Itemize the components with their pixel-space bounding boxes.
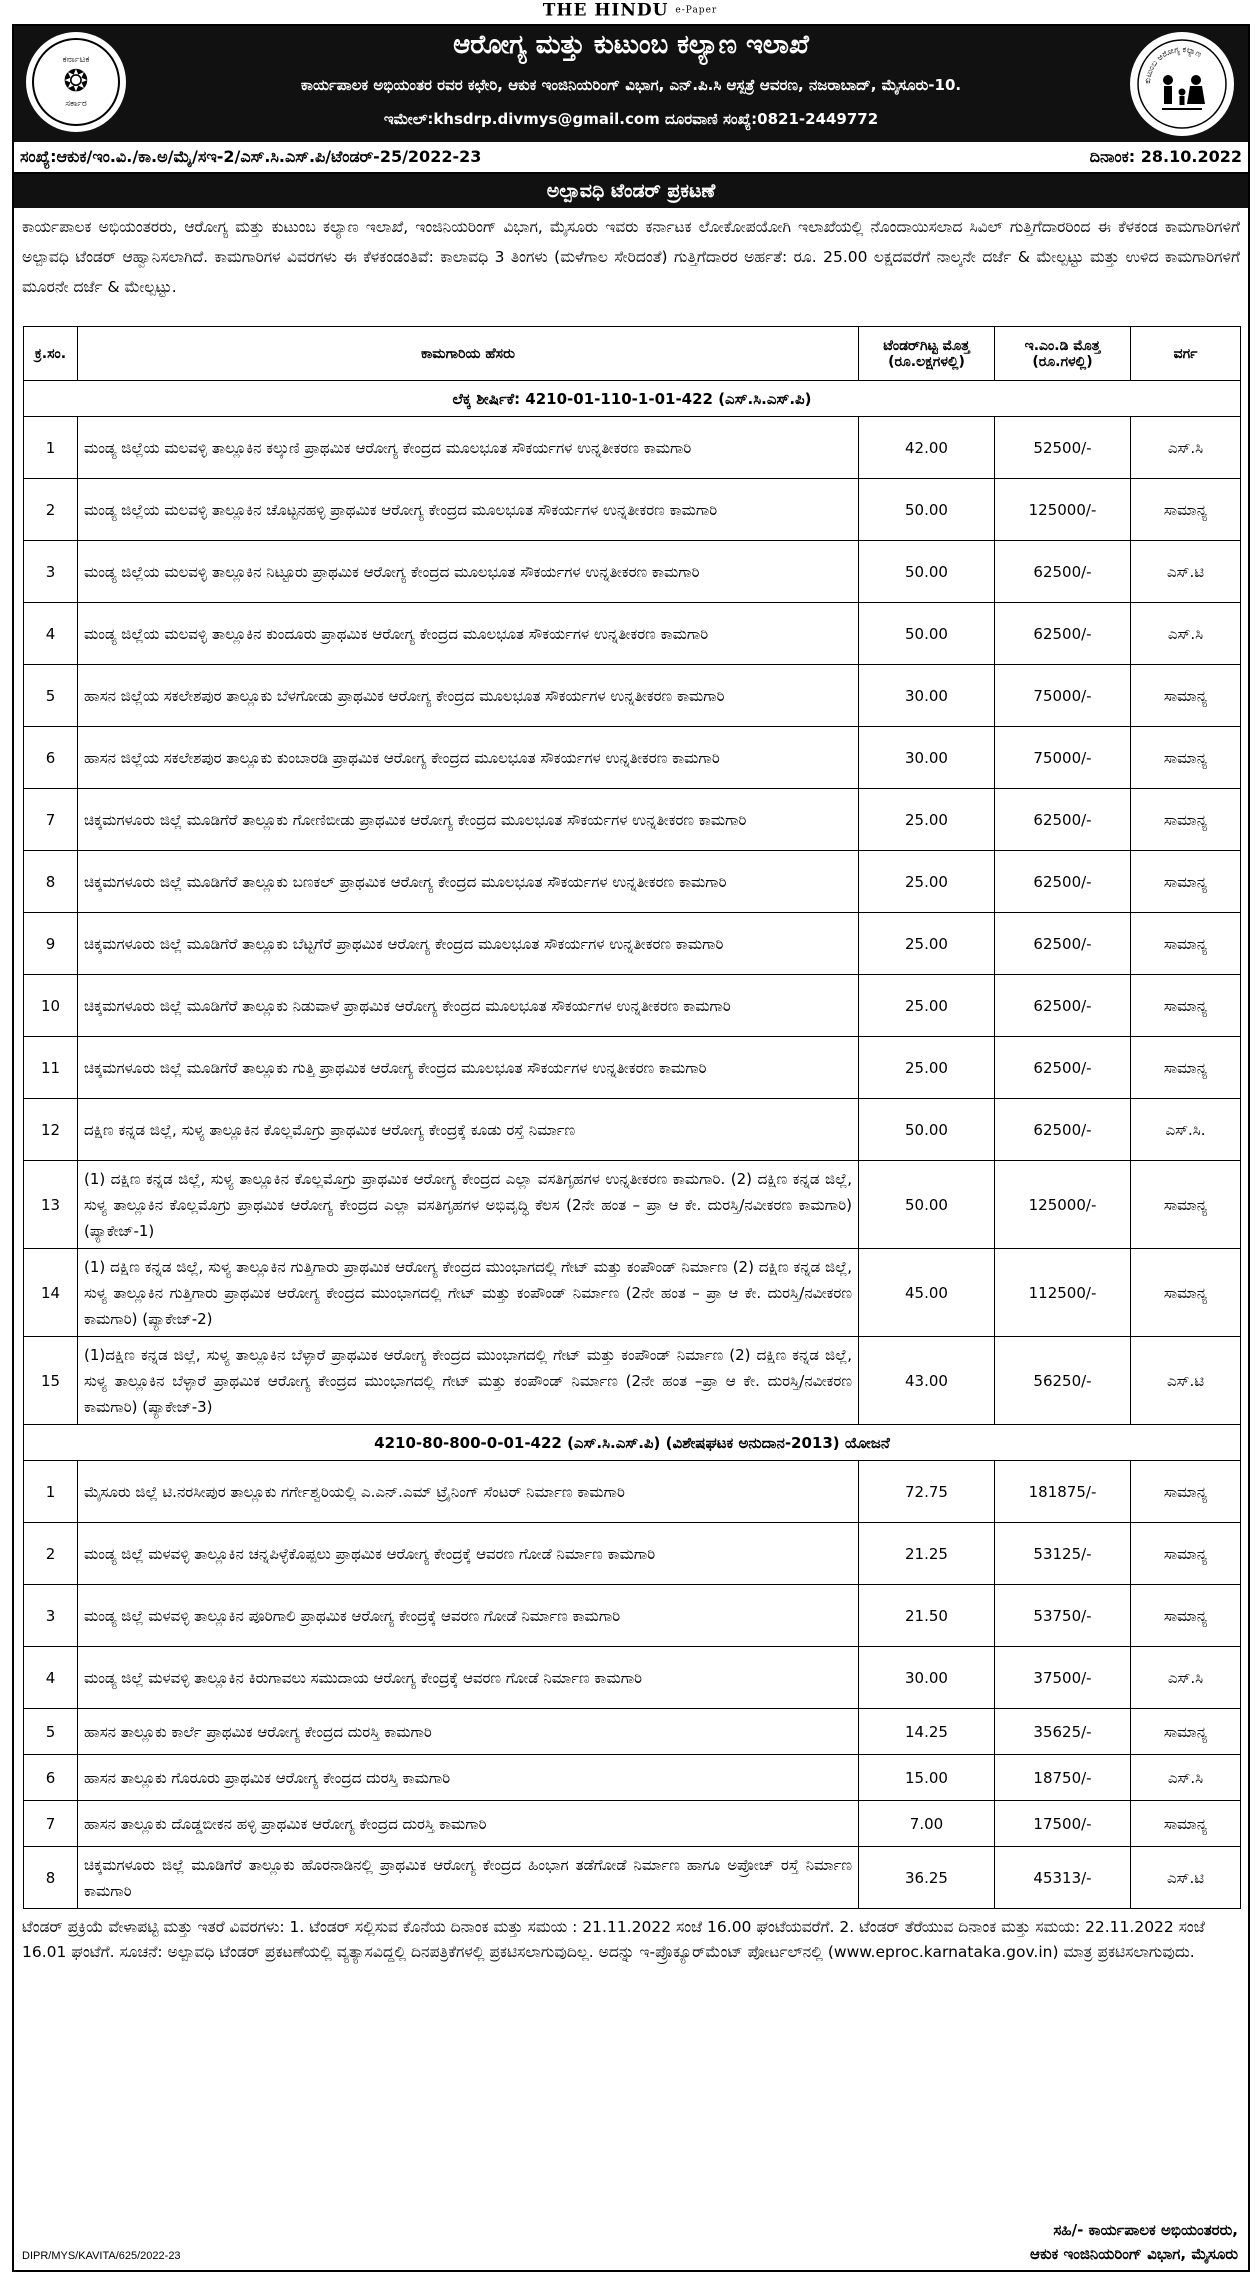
cell-work-name: ಚಿಕ್ಕಮಗಳೂರು ಜಿಲ್ಲೆ ಮೂಡಿಗೆರೆ ತಾಲ್ಲೂಕು ಬಣಕಲ್ ಪ್ರಾಥಮಿಕ ಆರೋಗ್ಯ ಕೇಂದ್ರದ ಮೂಲಭೂತ ಸೌಕರ್ಯಗಳ ಉನ್ನತೀಕರಣ ಕಾಮಗಾರಿ [78,851,859,913]
cell-category: ಸಾಮಾನ್ಯ [1131,851,1241,913]
table-row [24,1801,1241,1847]
cell-amount: 30.00 [859,665,995,727]
cell-work-name: ಮಂಡ್ಯ ಜಿಲ್ಲೆಯ ಮಲವಳ್ಳಿ ತಾಲ್ಲೂಕಿನ ಚೊಟ್ಟನಹಳ್ಳಿ ಪ್ರಾಥಮಿಕ ಆರೋಗ್ಯ ಕೇಂದ್ರದ ಮೂಲಭೂತ ಸೌಕರ್ಯಗಳ ಉನ್ನತೀಕರಣ ಕಾಮಗಾರಿ [78,479,859,541]
cell-sl: 4 [24,603,78,665]
cell-work-name: ಹಾಸನ ತಾಲ್ಲೂಕು ಗೊರೂರು ಪ್ರಾಥಮಿಕ ಆರೋಗ್ಯ ಕೇಂದ್ರದ ದುರಸ್ತಿ ಕಾಮಗಾರಿ [78,1755,859,1801]
cell-sl: 15 [24,1337,78,1425]
cell-category: ಸಾಮಾನ್ಯ [1131,1461,1241,1523]
reference-number: ಸಂಖ್ಯೆ:ಆಕುಕ/ಇಂ.ವಿ./ಕಾ.ಅ/ಮೈ/ಸಇ-2/ಎಸ್.ಸಿ.ಎಸ್.ಪಿ/ಟೆಂಡರ್-25/2022-23 [20,147,482,166]
cell-sl: 3 [24,1585,78,1647]
cell-category: ಸಾಮಾನ್ಯ [1131,727,1241,789]
cell-sl: 5 [24,665,78,727]
karnataka-seal-icon [26,32,126,132]
cell-category: ಎಸ್.ಸಿ. [1131,1099,1241,1161]
cell-sl: 7 [24,1801,78,1847]
table-row [24,1099,1241,1161]
col-sl-header: ಕ್ರ.ಸಂ. [24,327,78,381]
cell-category: ಸಾಮಾನ್ಯ [1131,913,1241,975]
cell-amount: 50.00 [859,603,995,665]
cell-sl: 14 [24,1249,78,1337]
cell-sl: 2 [24,479,78,541]
section-heading: ಲೆಕ್ಕ ಶೀರ್ಷಿಕೆ: 4210-01-110-1-01-422 (ಎಸ್.ಸಿ.ಎಸ್.ಪಿ) [24,381,1241,417]
table-row [24,603,1241,665]
cell-category: ಸಾಮಾನ್ಯ [1131,479,1241,541]
works-table [23,326,1241,1909]
masthead-name: THE HINDU [542,0,669,21]
cell-amount: 30.00 [859,1647,995,1709]
cell-amount: 25.00 [859,789,995,851]
cell-amount: 50.00 [859,1099,995,1161]
cell-work-name: ಮಂಡ್ಯ ಜಿಲ್ಲೆ ಮಳವಳ್ಳಿ ತಾಲ್ಲೂಕಿನ ಚನ್ನಪಿಳ್ಳೆಕೊಪ್ಪಲು ಪ್ರಾಥಮಿಕ ಆರೋಗ್ಯ ಕೇಂದ್ರಕ್ಕೆ ಆವರಣ ಗೋಡೆ ನಿರ್ಮಾಣ ಕಾಮಗಾರಿ [78,1523,859,1585]
cell-emd: 52500/- [995,417,1131,479]
table-row [24,1847,1241,1909]
cell-category: ಎಸ್.ಟಿ [1131,1847,1241,1909]
table-row [24,541,1241,603]
cell-category: ಸಾಮಾನ್ಯ [1131,1037,1241,1099]
cell-amount: 25.00 [859,975,995,1037]
table-row [24,1585,1241,1647]
cell-work-name: ಚಿಕ್ಕಮಗಳೂರು ಜಿಲ್ಲೆ ಮೂಡಿಗೆರೆ ತಾಲ್ಲೂಕು ನಿಡುವಾಳೆ ಪ್ರಾಥಮಿಕ ಆರೋಗ್ಯ ಕೇಂದ್ರದ ಮೂಲಭೂತ ಸೌಕರ್ಯಗಳ ಉನ್ನತೀಕರಣ ಕಾಮಗಾರಿ [78,975,859,1037]
cell-work-name: ಮಂಡ್ಯ ಜಿಲ್ಲೆಯ ಮಲವಳ್ಳಿ ತಾಲ್ಲೂಕಿನ ಕುಂದೂರು ಪ್ರಾಥಮಿಕ ಆರೋಗ್ಯ ಕೇಂದ್ರದ ಮೂಲಭೂತ ಸೌಕರ್ಯಗಳ ಉನ್ನತೀಕರಣ ಕಾಮಗಾರಿ [78,603,859,665]
cell-category: ಎಸ್.ಟಿ [1131,1337,1241,1425]
masthead-tag: e-Paper [675,5,718,16]
cell-sl: 7 [24,789,78,851]
cell-sl: 1 [24,1461,78,1523]
cell-amount: 50.00 [859,479,995,541]
seal-bottom-text: ಸರ್ಕಾರ [65,99,87,109]
cell-sl: 3 [24,541,78,603]
col-category-header: ವರ್ಗ [1131,327,1241,381]
cell-category: ಎಸ್.ಟಿ [1131,541,1241,603]
cell-emd: 62500/- [995,1099,1131,1161]
cell-emd: 62500/- [995,789,1131,851]
cell-emd: 45313/- [995,1847,1131,1909]
cell-amount: 50.00 [859,1161,995,1249]
cell-amount: 21.25 [859,1523,995,1585]
department-address: ಕಾರ್ಯಪಾಲಕ ಅಭಿಯಂತರ ರವರ ಕಛೇರಿ, ಆಕುಕ ಇಂಜಿನಿಯರಿಂಗ್ ವಿಭಾಗ, ಎನ್.ಪಿ.ಸಿ ಆಸ್ಪತ್ರೆ ಆವರಣ, ನಜರಾಬಾದ್, ಮೈಸೂರು-10. [300,76,962,94]
cell-amount: 25.00 [859,851,995,913]
cell-sl: 13 [24,1161,78,1249]
cell-sl: 9 [24,913,78,975]
section-heading-row [24,381,1241,417]
cell-category: ಸಾಮಾನ್ಯ [1131,1585,1241,1647]
cell-work-name: ಹಾಸನ ಜಿಲ್ಲೆಯ ಸಕಲೇಶಪುರ ತಾಲ್ಲೂಕು ಬೆಳಗೋಡು ಪ್ರಾಥಮಿಕ ಆರೋಗ್ಯ ಕೇಂದ್ರದ ಮೂಲಭೂತ ಸೌಕರ್ಯಗಳ ಉನ್ನತೀಕರಣ ಕಾಮಗಾರಿ [78,665,859,727]
cell-emd: 62500/- [995,975,1131,1037]
cell-amount: 43.00 [859,1337,995,1425]
cell-category: ಸಾಮಾನ್ಯ [1131,789,1241,851]
cell-work-name: ಚಿಕ್ಕಮಗಳೂರು ಜಿಲ್ಲೆ ಮೂಡಿಗೆರೆ ತಾಲ್ಲೂಕು ಬೆಟ್ಟಗೆರೆ ಪ್ರಾಥಮಿಕ ಆರೋಗ್ಯ ಕೇಂದ್ರದ ಮೂಲಭೂತ ಸೌಕರ್ಯಗಳ ಉನ್ನತೀಕರಣ ಕಾಮಗಾರಿ [78,913,859,975]
cell-category: ಸಾಮಾನ್ಯ [1131,1801,1241,1847]
table-row [24,1709,1241,1755]
cell-amount: 50.00 [859,541,995,603]
cell-amount: 25.00 [859,913,995,975]
newspaper-masthead [0,0,1260,22]
seal-top-text: ಕರ್ನಾಟಕ [62,55,90,65]
signature-line-1: ಸಹಿ/- ಕಾರ್ಯಪಾಲಕ ಅಭಿಯಂತರರು, [1053,2221,1238,2239]
cell-sl: 8 [24,851,78,913]
cell-category: ಸಾಮಾನ್ಯ [1131,975,1241,1037]
col-name-header: ಕಾಮಗಾರಿಯ ಹೆಸರು [78,327,859,381]
cell-emd: 56250/- [995,1337,1131,1425]
cell-amount: 36.25 [859,1847,995,1909]
cell-work-name: ಮಂಡ್ಯ ಜಿಲ್ಲೆಯ ಮಲವಳ್ಳಿ ತಾಲ್ಲೂಕಿನ ಕಲ್ಕುಣಿ ಪ್ರಾಥಮಿಕ ಆರೋಗ್ಯ ಕೇಂದ್ರದ ಮೂಲಭೂತ ಸೌಕರ್ಯಗಳ ಉನ್ನತೀಕರಣ ಕಾಮಗಾರಿ [78,417,859,479]
cell-work-name: ಹಾಸನ ತಾಲ್ಲೂಕು ಕಾರ್ಲೆ ಪ್ರಾಥಮಿಕ ಆರೋಗ್ಯ ಕೇಂದ್ರದ ದುರಸ್ತಿ ಕಾಮಗಾರಿ [78,1709,859,1755]
cell-category: ಸಾಮಾನ್ಯ [1131,1161,1241,1249]
cell-work-name: (1) ದಕ್ಷಿಣ ಕನ್ನಡ ಜಿಲ್ಲೆ, ಸುಳ್ಯ ತಾಲ್ಲೂಕಿನ ಗುತ್ತಿಗಾರು ಪ್ರಾಥಮಿಕ ಆರೋಗ್ಯ ಕೇಂದ್ರದ ಮುಂಭಾಗದಲ್ಲಿ ಗೇಟ್ ಮತ್ತು ಕಂಪೌಂಡ್ ನಿರ್ಮಾಣ (2) ದಕ್ಷಿಣ ಕನ್ನಡ ಜಿಲ್ಲೆ, ಸುಳ್ಯ ತಾಲ್ಲೂಕಿನ ಗುತ್ತಿಗಾರು ಪ್ರಾಥಮಿಕ ಆರೋಗ್ಯ ಕೇಂದ್ರದ ಮುಂಭಾಗದಲ್ಲಿ ಗೇಟ್ ಮತ್ತು ಕಂಪೌಂಡ್ ನಿರ್ಮಾಣ (2ನೇ ಹಂತ – ಪ್ರಾ ಆ ಕೇ. ದುರಸ್ತಿ/ನವೀಕರಣ ಕಾಮಗಾರಿ) (ಪ್ಯಾಕೇಜ್-2) [78,1249,859,1337]
cell-sl: 1 [24,417,78,479]
cell-emd: 17500/- [995,1801,1131,1847]
cell-amount: 30.00 [859,727,995,789]
cell-emd: 18750/- [995,1755,1131,1801]
cell-category: ಎಸ್.ಸಿ [1131,1647,1241,1709]
cell-category: ಸಾಮಾನ್ಯ [1131,1523,1241,1585]
cell-work-name: ಚಿಕ್ಕಮಗಳೂರು ಜಿಲ್ಲೆ ಮೂಡಿಗೆರೆ ತಾಲ್ಲೂಕು ಗುತ್ತಿ ಪ್ರಾಥಮಿಕ ಆರೋಗ್ಯ ಕೇಂದ್ರದ ಮೂಲಭೂತ ಸೌಕರ್ಯಗಳ ಉನ್ನತೀಕರಣ ಕಾಮಗಾರಿ [78,1037,859,1099]
cell-amount: 45.00 [859,1249,995,1337]
table-row [24,1755,1241,1801]
table-row [24,1337,1241,1425]
table-row [24,1037,1241,1099]
cell-sl: 10 [24,975,78,1037]
table-body [24,381,1241,1909]
table-row [24,1461,1241,1523]
cell-amount: 21.50 [859,1585,995,1647]
logo-arc-text: ಕುಟುಂಬ ಆರೋಗ್ಯ ಕಲ್ಯಾಣ [1142,44,1204,85]
cell-work-name: ಮಂಡ್ಯ ಜಿಲ್ಲೆ ಮಳವಳ್ಳಿ ತಾಲ್ಲೂಕಿನ ಪೂರಿಗಾಲಿ ಪ್ರಾಥಮಿಕ ಆರೋಗ್ಯ ಕೇಂದ್ರಕ್ಕೆ ಆವರಣ ಗೋಡೆ ನಿರ್ಮಾಣ ಕಾಮಗಾರಿ [78,1585,859,1647]
cell-work-name: ಚಿಕ್ಕಮಗಳೂರು ಜಿಲ್ಲೆ ಮೂಡಿಗೆರೆ ತಾಲ್ಲೂಕು ಗೋಣಿಬೀಡು ಪ್ರಾಥಮಿಕ ಆರೋಗ್ಯ ಕೇಂದ್ರದ ಮೂಲಭೂತ ಸೌಕರ್ಯಗಳ ಉನ್ನತೀಕರಣ ಕಾಮಗಾರಿ [78,789,859,851]
table-row [24,975,1241,1037]
cell-sl: 2 [24,1523,78,1585]
table-row [24,1523,1241,1585]
cell-emd: 125000/- [995,1161,1131,1249]
cell-category: ಸಾಮಾನ್ಯ [1131,1709,1241,1755]
tender-schedule-note: ಟೆಂಡರ್ ಪ್ರಕ್ರಿಯೆ ವೇಳಾಪಟ್ಟಿ ಮತ್ತು ಇತರೆ ವಿವರಗಳು: 1. ಟೆಂಡರ್ ಸಲ್ಲಿಸುವ ಕೊನೆಯ ದಿನಾಂಕ ಮತ್ತು ಸಮಯ : 21.11.2022 ಸಂಜೆ 16.00 ಘಂಟೆಯವರೆಗೆ. 2. ಟೆಂಡರ್ ತೆರೆಯುವ ದಿನಾಂಕ ಮತ್ತು ಸಮಯ: 22.11.2022 ಸಂಜೆ 16.01 ಘಂಟೆಗೆ. ಸೂಚನೆ: ಅಲ್ಪಾವಧಿ ಟೆಂಡರ್ ಪ್ರಕಟಣೆಯಲ್ಲಿ ವ್ಯತ್ಯಾಸವಿದ್ದಲ್ಲಿ ದಿನಪತ್ರಿಕೆಗಳಲ್ಲಿ ಪ್ರಕಟಿಸಲಾಗುವುದಿಲ್ಲ. ಅದನ್ನು ಇ-ಪ್ರೊಕ್ಯೂರ್‌ಮೆಂಟ್ ಪೋರ್ಟಲ್‌ನಲ್ಲಿ (www.eproc.karnataka.gov.in) ಮಾತ್ರ ಪ್ರಕಟಿಸಲಾಗುವುದು. [22,1918,1205,1961]
signature-line-2: ಆಕುಕ ಇಂಜಿನಿಯರಿಂಗ್ ವಿಭಾಗ, ಮೈಸೂರು [1030,2245,1238,2263]
cell-work-name: ಮಂಡ್ಯ ಜಿಲ್ಲೆ ಮಳವಳ್ಳಿ ತಾಲ್ಲೂಕಿನ ಕಿರುಗಾವಲು ಸಮುದಾಯ ಆರೋಗ್ಯ ಕೇಂದ್ರಕ್ಕೆ ಆವರಣ ಗೋಡೆ ನಿರ್ಮಾಣ ಕಾಮಗಾರಿ [78,1647,859,1709]
cell-amount: 25.00 [859,1037,995,1099]
table-row [24,665,1241,727]
table-row [24,1249,1241,1337]
cell-category: ಸಾಮಾನ್ಯ [1131,665,1241,727]
department-title: ಆರೋಗ್ಯ ಮತ್ತು ಕುಟುಂಬ ಕಲ್ಯಾಣ ಇಲಾಖೆ [453,30,809,60]
cell-sl: 12 [24,1099,78,1161]
table-header-row [24,327,1241,381]
cell-work-name: ಹಾಸನ ಜಿಲ್ಲೆಯ ಸಕಲೇಶಪುರ ತಾಲ್ಲೂಕು ಕುಂಬಾರಡಿ ಪ್ರಾಥಮಿಕ ಆರೋಗ್ಯ ಕೇಂದ್ರದ ಮೂಲಭೂತ ಸೌಕರ್ಯಗಳ ಉನ್ನತೀಕರಣ ಕಾಮಗಾರಿ [78,727,859,789]
notice-title: ಅಲ್ಪಾವಧಿ ಟೆಂಡರ್ ಪ್ರಕಟಣೆ [14,174,1248,208]
cell-sl: 6 [24,1755,78,1801]
table-row [24,1161,1241,1249]
cell-emd: 125000/- [995,479,1131,541]
cell-work-name: ಮಂಡ್ಯ ಜಿಲ್ಲೆಯ ಮಲವಳ್ಳಿ ತಾಲ್ಲೂಕಿನ ನಿಟ್ಟೂರು ಪ್ರಾಥಮಿಕ ಆರೋಗ್ಯ ಕೇಂದ್ರದ ಮೂಲಭೂತ ಸೌಕರ್ಯಗಳ ಉನ್ನತೀಕರಣ ಕಾಮಗಾರಿ [78,541,859,603]
table-row [24,913,1241,975]
header-banner [14,26,1248,142]
cell-emd: 53750/- [995,1585,1131,1647]
signature-block [1030,2218,1238,2266]
table-row [24,789,1241,851]
cell-emd: 37500/- [995,1647,1131,1709]
table-row [24,727,1241,789]
cell-category: ಎಸ್.ಸಿ [1131,1755,1241,1801]
cell-emd: 35625/- [995,1709,1131,1755]
cell-work-name: (1)ದಕ್ಷಿಣ ಕನ್ನಡ ಜಿಲ್ಲೆ, ಸುಳ್ಯ ತಾಲ್ಲೂಕಿನ ಬೆಳ್ಳಾರೆ ಪ್ರಾಥಮಿಕ ಆರೋಗ್ಯ ಕೇಂದ್ರದ ಮುಂಭಾಗದಲ್ಲಿ ಗೇಟ್ ಮತ್ತು ಕಂಪೌಂಡ್ ನಿರ್ಮಾಣ (2) ದಕ್ಷಿಣ ಕನ್ನಡ ಜಿಲ್ಲೆ, ಸುಳ್ಯ ತಾಲ್ಲೂಕಿನ ಬೆಳ್ಳಾರೆ ಪ್ರಾಥಮಿಕ ಆರೋಗ್ಯ ಕೇಂದ್ರದ ಮುಂಭಾಗದಲ್ಲಿ ಗೇಟ್ ಮತ್ತು ಕಂಪೌಂಡ್ ನಿರ್ಮಾಣ (2ನೇ ಹಂತ –ಪ್ರಾ ಆ ಕೇ. ದುರಸ್ತಿ/ನವೀಕರಣ ಕಾಮಗಾರಿ) (ಪ್ಯಾಕೇಜ್-3) [78,1337,859,1425]
intro-paragraph: ಕಾರ್ಯಪಾಲಕ ಅಭಿಯಂತರರು, ಆರೋಗ್ಯ ಮತ್ತು ಕುಟುಂಬ ಕಲ್ಯಾಣ ಇಲಾಖೆ, ಇಂಜಿನಿಯರಿಂಗ್ ವಿಭಾಗ, ಮೈಸೂರು ಇವರು ಕರ್ನಾಟಕ ಲೋಕೋಪಯೋಗಿ ಇಲಾಖೆಯಲ್ಲಿ ನೊಂದಾಯಿಸಲಾದ ಸಿವಿಲ್ ಗುತ್ತಿಗೆದಾರರಿಂದ ಈ ಕೆಳಕಂಡ ಕಾಮಗಾರಿಗಳಿಗೆ ಅಲ್ಪಾವಧಿ ಟೆಂಡರ್ ಆಹ್ವಾನಿಸಲಾಗಿದೆ. ಕಾಮಗಾರಿಗಳ ವಿವರಗಳು ಈ ಕೆಳಕಂಡಂತಿವೆ: ಕಾಲಾವಧಿ 3 ತಿಂಗಳು (ಮಳೆಗಾಲ ಸೇರಿದಂತೆ) ಗುತ್ತಿಗೆದಾರರ ಅರ್ಹತೆ: ರೂ. 25.00 ಲಕ್ಷದವರೆಗೆ ನಾಲ್ಕನೇ ದರ್ಜೆ & ಮೇಲ್ಪಟ್ಟು ಮತ್ತು ಉಳಿದ ಕಾಮಗಾರಿಗಳಿಗೆ ಮೂರನೇ ದರ್ಜೆ & ಮೇಲ್ಪಟ್ಟು. [22,218,1240,296]
emblem-icon: ❂ [63,64,89,99]
cell-amount: 15.00 [859,1755,995,1801]
cell-emd: 62500/- [995,603,1131,665]
cell-sl: 6 [24,727,78,789]
cell-sl: 8 [24,1847,78,1909]
tender-advertisement [12,24,1250,2272]
cell-emd: 112500/- [995,1249,1131,1337]
col-amount-header: ಟೆಂಡರ್‌ಗಿಟ್ಟ ಮೊತ್ತ (ರೂ.ಲಕ್ಷಗಳಲ್ಲಿ) [859,327,995,381]
dipr-code: DIPR/MYS/KAVITA/625/2022-23 [22,2250,181,2262]
table-row [24,851,1241,913]
department-contact: ಇಮೇಲ್:khsdrp.divmys@gmail.com ದೂರವಾಣಿ ಸಂಖ್ಯೆ:0821-2449772 [383,110,879,128]
notice-date: ದಿನಾಂಕ: 28.10.2022 [1089,147,1242,166]
section-heading-row [24,1425,1241,1461]
cell-emd: 75000/- [995,727,1131,789]
cell-work-name: (1) ದಕ್ಷಿಣ ಕನ್ನಡ ಜಿಲ್ಲೆ, ಸುಳ್ಯ ತಾಲ್ಲೂಕಿನ ಕೊಲ್ಲಮೊಗ್ರು ಪ್ರಾಥಮಿಕ ಆರೋಗ್ಯ ಕೇಂದ್ರದ ಎಲ್ಲಾ ವಸತಿಗೃಹಗಳ ಉನ್ನತೀಕರಣ ಕಾಮಗಾರಿ. (2) ದಕ್ಷಿಣ ಕನ್ನಡ ಜಿಲ್ಲೆ, ಸುಳ್ಯ ತಾಲ್ಲೂಕಿನ ಕೊಲ್ಲಮೊಗ್ರು ಪ್ರಾಥಮಿಕ ಆರೋಗ್ಯ ಕೇಂದ್ರದ ಎಲ್ಲಾ ವಸತಿಗೃಹಗಳ ಅಭಿವೃದ್ಧಿ ಕೆಲಸ (2ನೇ ಹಂತ – ಪ್ರಾ ಆ ಕೇ. ದುರಸ್ತಿ/ನವೀಕರಣ ಕಾಮಗಾರಿ) (ಪ್ಯಾಕೇಜ್-1) [78,1161,859,1249]
cell-emd: 62500/- [995,913,1131,975]
cell-work-name: ಹಾಸನ ತಾಲ್ಲೂಕು ದೊಡ್ಡಬೀಕನ ಹಳ್ಳಿ ಪ್ರಾಥಮಿಕ ಆರೋಗ್ಯ ಕೇಂದ್ರದ ದುರಸ್ತಿ ಕಾಮಗಾರಿ [78,1801,859,1847]
table-row [24,417,1241,479]
cell-emd: 62500/- [995,541,1131,603]
table-row [24,479,1241,541]
table-row [24,1647,1241,1709]
cell-category: ಸಾಮಾನ್ಯ [1131,1249,1241,1337]
bottom-strip [22,2216,1238,2266]
cell-sl: 4 [24,1647,78,1709]
family-welfare-logo-icon [1130,32,1234,136]
cell-emd: 181875/- [995,1461,1131,1523]
cell-amount: 14.25 [859,1709,995,1755]
cell-amount: 7.00 [859,1801,995,1847]
cell-emd: 53125/- [995,1523,1131,1585]
cell-sl: 11 [24,1037,78,1099]
cell-emd: 62500/- [995,851,1131,913]
cell-amount: 72.75 [859,1461,995,1523]
cell-emd: 75000/- [995,665,1131,727]
cell-category: ಎಸ್.ಸಿ [1131,417,1241,479]
reference-line [14,142,1248,174]
cell-work-name: ಚಿಕ್ಕಮಗಳೂರು ಜಿಲ್ಲೆ ಮೂಡಿಗೆರೆ ತಾಲ್ಲೂಕು ಹೊರನಾಡಿನಲ್ಲಿ ಪ್ರಾಥಮಿಕ ಆರೋಗ್ಯ ಕೇಂದ್ರದ ಹಿಂಭಾಗ ತಡೆಗೋಡೆ ನಿರ್ಮಾಣ ಹಾಗೂ ಅಪ್ರೋಚ್ ರಸ್ತೆ ನಿರ್ಮಾಣ ಕಾಮಗಾರಿ [78,1847,859,1909]
cell-emd: 62500/- [995,1037,1131,1099]
col-emd-header: ಇ.ಎಂ.ಡಿ ಮೊತ್ತ (ರೂ.ಗಳಲ್ಲಿ) [995,327,1131,381]
cell-amount: 42.00 [859,417,995,479]
cell-category: ಎಸ್.ಸಿ [1131,603,1241,665]
cell-sl: 5 [24,1709,78,1755]
cell-work-name: ದಕ್ಷಿಣ ಕನ್ನಡ ಜಿಲ್ಲೆ, ಸುಳ್ಯ ತಾಲ್ಲೂಕಿನ ಕೊಲ್ಲಮೊಗ್ರು ಪ್ರಾಥಮಿಕ ಆರೋಗ್ಯ ಕೇಂದ್ರಕ್ಕೆ ಕೂಡು ರಸ್ತೆ ನಿರ್ಮಾಣ [78,1099,859,1161]
cell-work-name: ಮೈಸೂರು ಜಿಲ್ಲೆ ಟಿ.ನರಸೀಪುರ ತಾಲ್ಲೂಕು ಗರ್ಗೇಶ್ವರಿಯಲ್ಲಿ ಎ.ಎನ್.ಎಮ್ ಟ್ರೈನಿಂಗ್ ಸೆಂಟರ್ ನಿರ್ಮಾಣ ಕಾಮಗಾರಿ [78,1461,859,1523]
section-heading: 4210-80-800-0-01-422 (ಎಸ್.ಸಿ.ಎಸ್.ಪಿ) (ವಿಶೇಷಘಟಕ ಅನುದಾನ-2013) ಯೋಜನೆ [24,1425,1241,1461]
